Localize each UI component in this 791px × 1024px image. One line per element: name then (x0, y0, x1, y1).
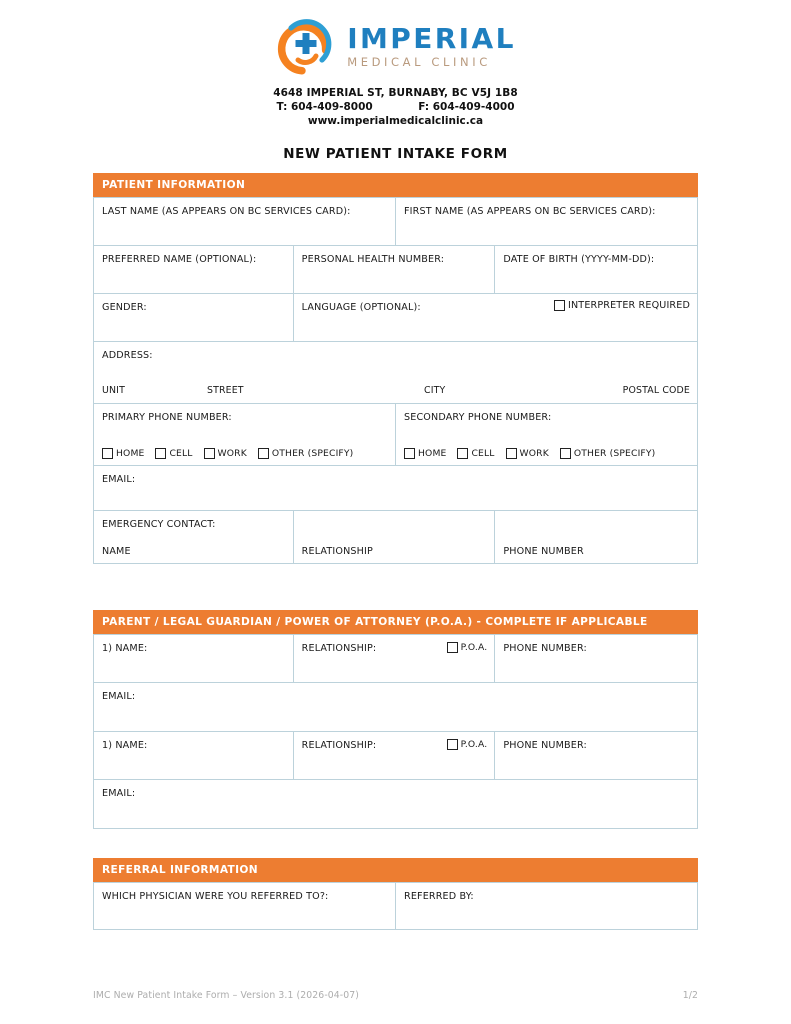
table-row (94, 246, 698, 294)
email-field[interactable] (94, 466, 698, 511)
secondary-phone-label: SECONDARY PHONE NUMBER: (404, 412, 552, 423)
footer-form-version: IMC New Patient Intake Form – Version 3.1 (2026-04-07) (93, 990, 360, 1001)
secondary-phone-work-checkbox[interactable] (506, 448, 549, 459)
checkbox-icon[interactable] (102, 448, 113, 459)
clinic-fax: F: 604-409-4000 (418, 100, 515, 113)
checkbox-label: WORK (519, 448, 549, 459)
clinic-name: IMPERIAL (347, 22, 516, 56)
referred-to-physician-label: WHICH PHYSICIAN WERE YOU REFERRED TO?: (102, 891, 329, 902)
table-row (94, 883, 698, 930)
first-name-label: FIRST NAME (AS APPEARS ON BC SERVICES CARD): (404, 206, 656, 217)
clinic-logo-text (347, 22, 516, 70)
address-postal-label: POSTAL CODE (622, 385, 690, 396)
guardian-2-poa-label: P.O.A. (460, 739, 488, 750)
guardian-1-relationship-label: RELATIONSHIP: (301, 643, 377, 654)
interpreter-required-checkbox[interactable] (554, 300, 690, 311)
checkbox-icon[interactable] (506, 448, 517, 459)
guardian-1-relationship-field[interactable] (294, 635, 496, 683)
referred-by-field[interactable] (396, 883, 698, 930)
referred-to-physician-field[interactable] (94, 883, 396, 930)
emergency-contact-relationship-field[interactable] (294, 511, 496, 564)
table-row (94, 294, 698, 342)
primary-phone-other-checkbox[interactable] (258, 448, 353, 459)
table-row (94, 780, 698, 829)
date-of-birth-field[interactable] (495, 246, 698, 294)
checkbox-label: OTHER (SPECIFY) (573, 448, 656, 459)
referral-section (93, 858, 698, 930)
first-name-field[interactable] (396, 198, 698, 246)
emergency-contact-phone-field[interactable] (495, 511, 698, 564)
footer-page-number: 1/2 (682, 990, 698, 1001)
table-row (94, 198, 698, 246)
address-city-label: CITY (424, 385, 446, 396)
checkbox-label: CELL (169, 448, 193, 459)
interpreter-required-label: INTERPRETER REQUIRED (568, 300, 690, 311)
checkbox-label: CELL (471, 448, 495, 459)
checkbox-icon[interactable] (258, 448, 269, 459)
page-footer (93, 990, 698, 1001)
guardian-1-phone-label: PHONE NUMBER: (503, 643, 587, 654)
table-row (94, 404, 698, 466)
guardian-2-phone-field[interactable] (495, 732, 698, 780)
personal-health-number-label: PERSONAL HEALTH NUMBER: (301, 254, 445, 265)
guardian-2-relationship-field[interactable] (294, 732, 496, 780)
guardian-2-email-field[interactable] (94, 780, 698, 829)
address-sublabels (94, 385, 697, 397)
clinic-website[interactable]: www.imperialmedicalclinic.ca (307, 114, 484, 127)
checkbox-icon[interactable] (560, 448, 571, 459)
table-row (94, 635, 698, 683)
emergency-contact-name-label: NAME (102, 546, 131, 557)
guardian-2-relationship-label: RELATIONSHIP: (301, 740, 377, 751)
address-street-label: STREET (207, 385, 244, 396)
clinic-tagline: MEDICAL CLINIC (347, 55, 491, 70)
checkbox-icon[interactable] (155, 448, 166, 459)
referred-by-label: REFERRED BY: (404, 891, 474, 902)
guardian-1-name-field[interactable] (94, 635, 294, 683)
guardian-1-email-label: EMAIL: (102, 691, 136, 702)
primary-phone-type-group (102, 448, 353, 459)
guardian-2-name-label: 1) NAME: (102, 740, 148, 751)
emergency-contact-name-field[interactable] (94, 511, 294, 564)
address-label: ADDRESS: (102, 350, 153, 361)
preferred-name-field[interactable] (94, 246, 294, 294)
checkbox-icon[interactable] (554, 300, 565, 311)
checkbox-label: HOME (116, 448, 145, 459)
clinic-phone: T: 604-409-8000 (276, 100, 373, 113)
emergency-contact-relationship-label: RELATIONSHIP (301, 546, 373, 557)
referral-table (93, 882, 698, 930)
table-row (94, 466, 698, 511)
primary-phone-cell-checkbox[interactable] (155, 448, 192, 459)
emergency-contact-label: EMERGENCY CONTACT: (102, 519, 216, 530)
clinic-phone-fax-line (271, 101, 521, 115)
emergency-contact-phone-label: PHONE NUMBER (503, 546, 584, 557)
checkbox-label: WORK (217, 448, 247, 459)
checkbox-label: HOME (418, 448, 447, 459)
secondary-phone-cell-checkbox[interactable] (457, 448, 494, 459)
clinic-logo (0, 16, 791, 78)
referral-section-header: REFERRAL INFORMATION (93, 858, 698, 882)
clinic-contact-block (0, 87, 791, 129)
personal-health-number-field[interactable] (294, 246, 496, 294)
guardian-1-phone-field[interactable] (495, 635, 698, 683)
guardian-1-email-field[interactable] (94, 683, 698, 732)
checkbox-icon[interactable] (447, 642, 458, 653)
checkbox-icon[interactable] (447, 739, 458, 750)
secondary-phone-field[interactable] (396, 404, 698, 466)
secondary-phone-home-checkbox[interactable] (404, 448, 446, 459)
gender-field[interactable] (94, 294, 294, 342)
address-field[interactable] (94, 342, 698, 404)
checkbox-icon[interactable] (457, 448, 468, 459)
primary-phone-label: PRIMARY PHONE NUMBER: (102, 412, 232, 423)
guardian-table (93, 634, 698, 829)
patient-information-header: PATIENT INFORMATION (93, 173, 698, 197)
language-label: LANGUAGE (OPTIONAL): (301, 302, 421, 313)
language-field[interactable] (294, 294, 698, 342)
primary-phone-home-checkbox[interactable] (102, 448, 144, 459)
clinic-address: 4648 IMPERIAL ST, BURNABY, BC V5J 1B8 (273, 87, 518, 99)
guardian-2-name-field[interactable] (94, 732, 294, 780)
email-label: EMAIL: (102, 474, 136, 485)
imperial-medical-cross-logo-icon (275, 16, 337, 78)
table-row (94, 683, 698, 732)
guardian-2-email-label: EMAIL: (102, 788, 136, 799)
patient-information-table (93, 197, 698, 564)
guardian-1-name-label: 1) NAME: (102, 643, 148, 654)
guardian-section (93, 610, 698, 829)
table-row (94, 732, 698, 780)
checkbox-label: OTHER (SPECIFY) (271, 448, 354, 459)
preferred-name-label: PREFERRED NAME (OPTIONAL): (102, 254, 257, 265)
last-name-label: LAST NAME (AS APPEARS ON BC SERVICES CARD): (102, 206, 351, 217)
last-name-field[interactable] (94, 198, 396, 246)
table-row (94, 511, 698, 564)
guardian-1-poa-label: P.O.A. (460, 642, 488, 653)
secondary-phone-other-checkbox[interactable] (560, 448, 655, 459)
guardian-2-poa-checkbox[interactable] (447, 739, 488, 750)
checkbox-icon[interactable] (404, 448, 415, 459)
guardian-1-poa-checkbox[interactable] (447, 642, 488, 653)
table-row (94, 342, 698, 404)
clinic-letterhead (0, 0, 791, 162)
date-of-birth-label: DATE OF BIRTH (YYYY-MM-DD): (503, 254, 655, 265)
page-title: NEW PATIENT INTAKE FORM (283, 145, 508, 162)
guardian-2-phone-label: PHONE NUMBER: (503, 740, 587, 751)
guardian-section-header: PARENT / LEGAL GUARDIAN / POWER OF ATTORNEY (P.O.A.) - COMPLETE IF APPLICABLE (93, 610, 698, 634)
primary-phone-work-checkbox[interactable] (204, 448, 247, 459)
checkbox-icon[interactable] (204, 448, 215, 459)
primary-phone-field[interactable] (94, 404, 396, 466)
secondary-phone-type-group (404, 448, 655, 459)
address-unit-label: UNIT (102, 385, 125, 396)
patient-information-section (93, 173, 698, 564)
gender-label: GENDER: (102, 302, 147, 313)
